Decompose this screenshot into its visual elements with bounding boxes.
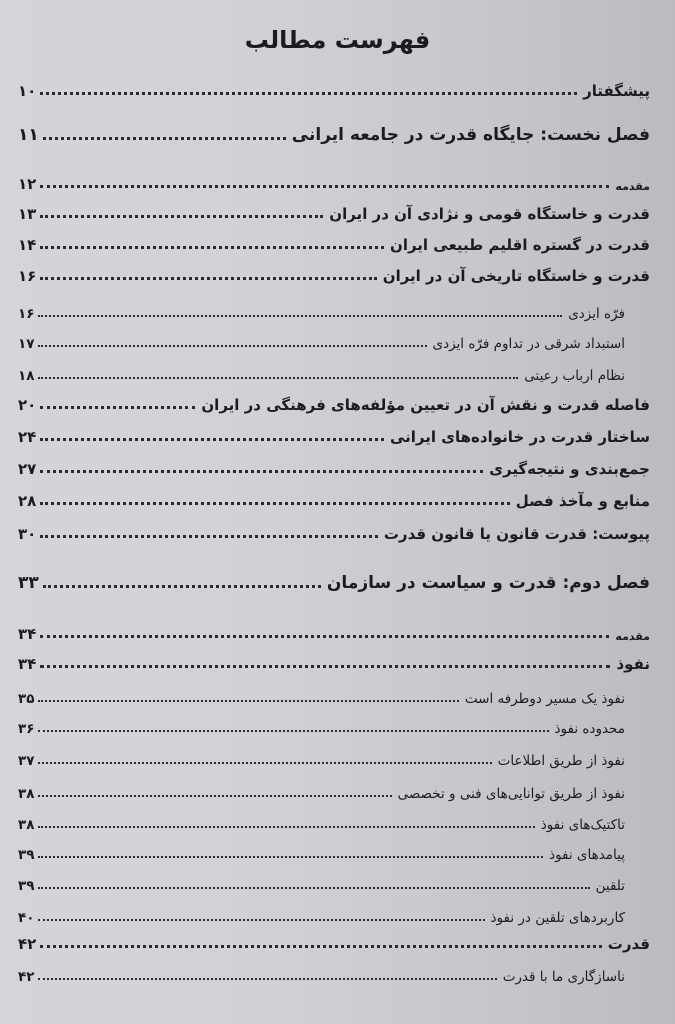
toc-entry-page: ۱۶ — [18, 306, 35, 322]
toc-entry — [18, 201, 650, 223]
toc-entry-page: ۱۴ — [18, 236, 37, 254]
toc-entry — [18, 232, 650, 254]
toc-entry-page: ۱۲ — [18, 175, 37, 193]
toc-entry-page: ۲۸ — [18, 492, 37, 510]
toc-entry — [18, 392, 650, 414]
toc-entry-title: نفوذ — [616, 655, 650, 673]
toc-entry — [18, 651, 650, 673]
toc-entry — [18, 362, 625, 384]
toc-entry-page: ۱۳ — [18, 205, 37, 223]
toc-entry — [18, 123, 650, 145]
dot-leader — [40, 185, 609, 188]
toc-entry — [18, 571, 650, 593]
toc-entry-page: ۴۲ — [18, 969, 35, 985]
toc-entry-title: ناسازگاری ما با قدرت — [502, 969, 625, 985]
toc-entry-title: استبداد شرقی در تداوم فرّه ایزدی — [432, 336, 625, 352]
dot-leader — [38, 919, 484, 921]
toc-entry — [18, 780, 625, 802]
toc-entry-title: تاکتیک‌های نفوذ — [540, 817, 625, 833]
toc-entry-page: ۴۲ — [18, 935, 37, 953]
toc-entry-title: مقدمه — [615, 180, 650, 193]
toc-entry-title: فصل دوم: قدرت و سیاست در سازمان — [326, 573, 650, 593]
dot-leader — [38, 887, 589, 889]
toc-entry-title: نفوذ از طریق اطلاعات — [497, 753, 625, 769]
toc-entry-title: فصل نخست: جایگاه قدرت در جامعه ایرانی — [291, 125, 650, 145]
toc-entry-page: ۳۹ — [18, 847, 35, 863]
toc-entry-title: فاصله قدرت و نقش آن در تعیین مؤلفه‌های فرهنگی در ایران — [201, 396, 650, 414]
toc-entry-title: جمع‌بندی و نتیجه‌گیری — [489, 460, 650, 478]
toc-entry-title: کاربردهای تلقین در نفوذ — [490, 910, 625, 926]
dot-leader — [40, 635, 609, 638]
dot-leader — [38, 315, 562, 317]
dot-leader — [38, 978, 496, 980]
toc-entry-title: پیشگفتار — [583, 82, 650, 100]
toc-entry — [18, 330, 625, 352]
toc-entry-page: ۳۷ — [18, 753, 35, 769]
dot-leader — [40, 92, 577, 95]
toc-entry — [18, 263, 650, 285]
toc-entry-page: ۱۷ — [18, 336, 35, 352]
dot-leader — [40, 406, 195, 409]
toc-entry-page: ۳۶ — [18, 721, 35, 737]
toc-entry — [18, 521, 650, 543]
toc-entry-title: قدرت در گستره اقلیم طبیعی ایران — [390, 236, 650, 254]
toc-entry-title: پیامدهای نفوذ — [549, 847, 625, 863]
toc-entry-page: ۳۳ — [18, 573, 39, 593]
toc-entry — [18, 171, 650, 193]
toc-entry — [18, 300, 625, 322]
toc-entry-page: ۳۴ — [18, 655, 37, 673]
dot-leader — [43, 137, 286, 140]
toc-entry-page: ۲۴ — [18, 428, 37, 446]
dot-leader — [40, 438, 384, 441]
toc-entry-title: مقدمه — [615, 630, 650, 643]
toc-entry-page: ۲۰ — [18, 396, 37, 414]
toc-entry-page: ۳۰ — [18, 525, 37, 543]
dot-leader — [38, 795, 391, 797]
dot-leader — [40, 502, 509, 505]
dot-leader — [38, 377, 518, 379]
toc-entry — [18, 424, 650, 446]
dot-leader — [38, 730, 548, 732]
toc-entry — [18, 456, 650, 478]
toc-entry-page: ۱۰ — [18, 82, 37, 100]
page-title: فهرست مطالب — [244, 26, 431, 54]
dot-leader — [40, 277, 376, 280]
toc-entry — [18, 78, 650, 100]
toc-entry — [18, 872, 625, 894]
toc-entry-page: ۳۸ — [18, 817, 35, 833]
toc-entry — [18, 715, 625, 737]
toc-entry-title: محدوده نفوذ — [554, 721, 625, 737]
toc-entry-page: ۲۷ — [18, 460, 37, 478]
toc-entry-page: ۳۵ — [18, 691, 35, 707]
toc-entry-title: قدرت و خاستگاه تاریخی آن در ایران — [382, 267, 650, 285]
toc-entry — [18, 811, 625, 833]
toc-entry — [18, 841, 625, 863]
toc-entry-title: نفوذ از طریق توانایی‌های فنی و تخصصی — [397, 786, 625, 802]
toc-entry-title: ساختار قدرت در خانواده‌های ایرانی — [389, 428, 650, 446]
toc-entry — [18, 904, 625, 926]
dot-leader — [40, 535, 378, 538]
toc-entry-title: قدرت و خاستگاه قومی و نژادی آن در ایران — [329, 205, 650, 223]
dot-leader — [40, 665, 610, 668]
toc-entry-title: منابع و مآخذ فصل — [515, 492, 650, 510]
dot-leader — [40, 246, 384, 249]
toc-entry-page: ۳۴ — [18, 625, 37, 643]
toc-entry-page: ۴۰ — [18, 910, 35, 926]
dot-leader — [43, 585, 321, 588]
toc-entry-title: فرّه ایزدی — [568, 306, 625, 322]
dot-leader — [40, 470, 483, 473]
toc-entry — [18, 963, 625, 985]
toc-entry-page: ۱۶ — [18, 267, 37, 285]
dot-leader — [38, 856, 543, 858]
dot-leader — [38, 762, 491, 764]
toc-entry-title: قدرت — [607, 935, 650, 953]
toc-entry-title: پیوست: قدرت قانون یا قانون قدرت — [383, 525, 650, 543]
toc-entry-title: تلقین — [595, 878, 625, 894]
toc-entry — [18, 931, 650, 953]
toc-entry-page: ۱۸ — [18, 368, 35, 384]
dot-leader — [40, 945, 601, 948]
toc-entry-title: نظام ارباب رعیتی — [524, 368, 625, 384]
dot-leader — [38, 700, 458, 702]
toc-entry-page: ۳۸ — [18, 786, 35, 802]
toc-entry-title: نفوذ یک مسیر دوطرفه است — [464, 691, 625, 707]
toc-entry — [18, 685, 625, 707]
toc-entry — [18, 747, 625, 769]
toc-entry — [18, 488, 650, 510]
toc-entry-page: ۳۹ — [18, 878, 35, 894]
dot-leader — [40, 215, 323, 218]
dot-leader — [38, 826, 534, 828]
toc-entry-page: ۱۱ — [18, 125, 39, 145]
dot-leader — [38, 345, 426, 347]
toc-entry — [18, 621, 650, 643]
